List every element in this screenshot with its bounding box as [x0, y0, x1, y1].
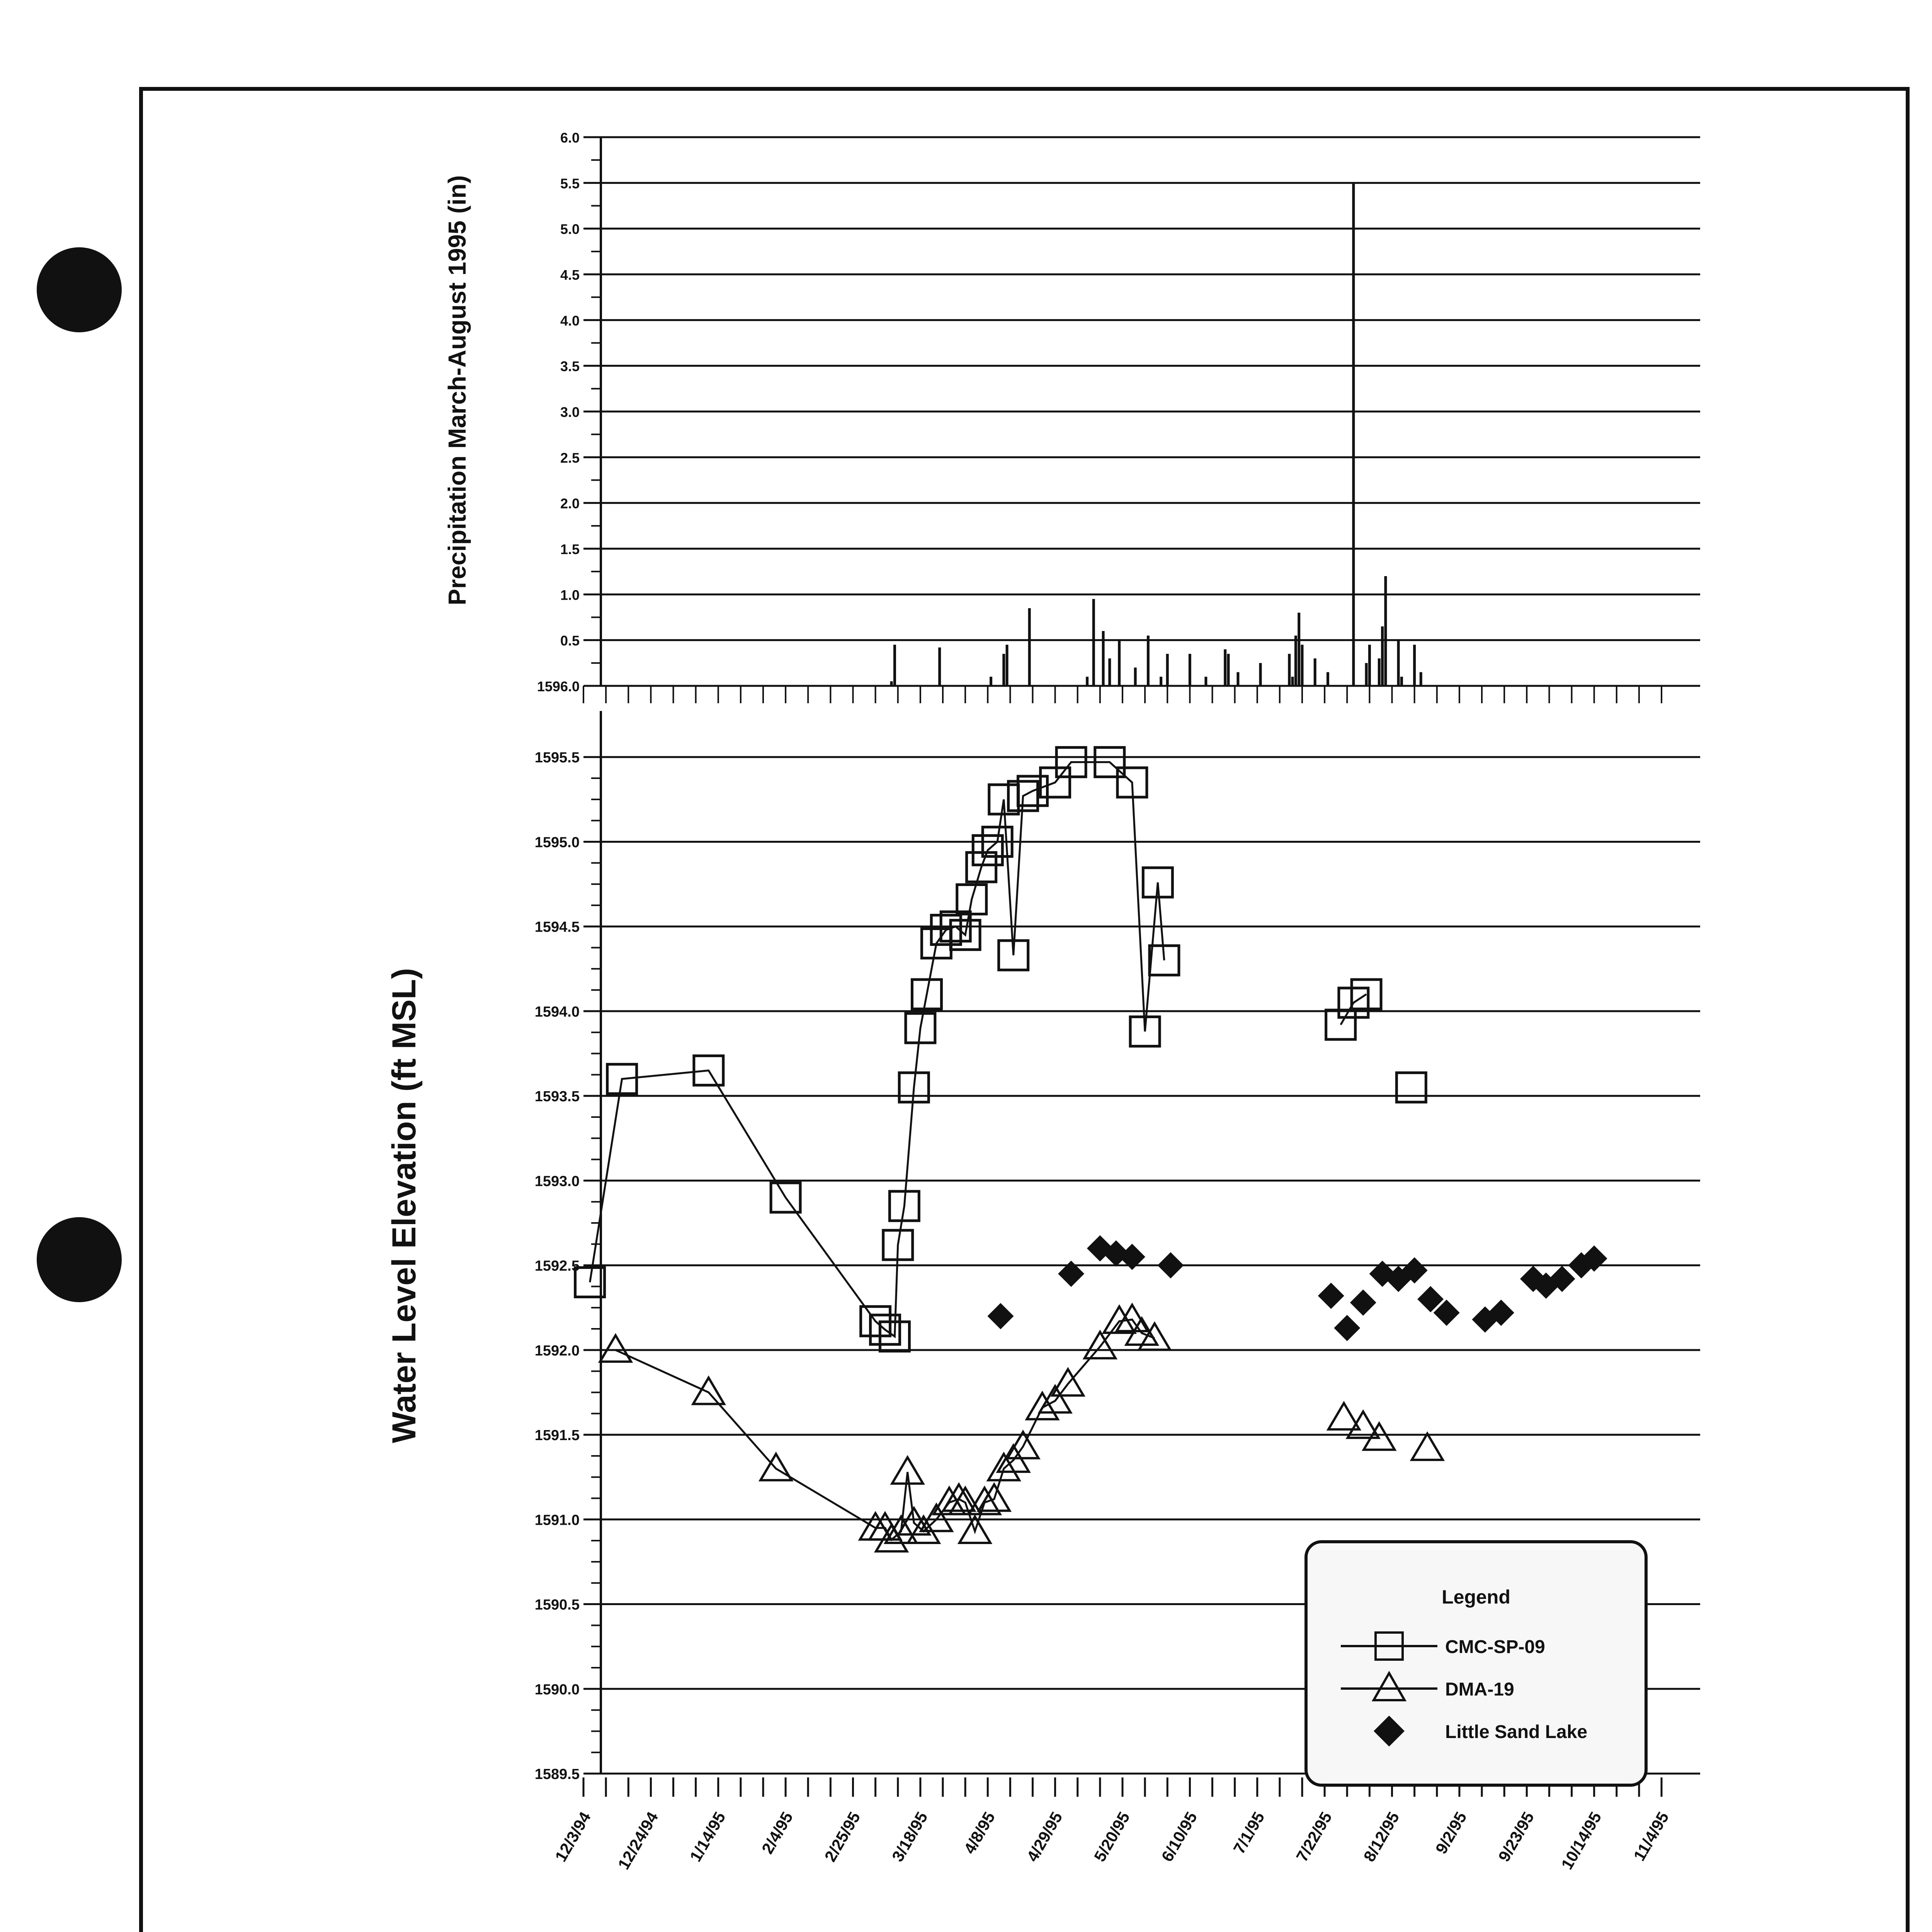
- cmc-sp-09-line: [590, 762, 1164, 1336]
- precip-y-tick-label: 5.5: [560, 175, 580, 192]
- precip-y-tick-label: 4.0: [560, 313, 580, 329]
- water-y-tick-label: 1592.0: [534, 1342, 580, 1359]
- water-y-tick-label: 1589.5: [534, 1766, 580, 1782]
- precipitation-panel: [537, 130, 1700, 703]
- legend-title: Legend: [1442, 1586, 1510, 1608]
- x-tick-label: 8/12/95: [1360, 1809, 1403, 1865]
- x-tick-label: 6/10/95: [1158, 1809, 1201, 1865]
- x-tick-label: 11/4/95: [1630, 1809, 1672, 1864]
- x-tick-label: 9/23/95: [1495, 1809, 1538, 1865]
- precip-y-tick-label: 3.5: [560, 358, 580, 374]
- water-y-tick-label: 1590.5: [534, 1597, 580, 1613]
- water-y-tick-label: 1593.5: [534, 1088, 580, 1105]
- precip-y-tick-label: 2.0: [560, 495, 580, 512]
- precip-y-tick-label: 1.0: [560, 587, 580, 603]
- x-tick-label: 7/22/95: [1293, 1809, 1335, 1865]
- x-tick-label: 4/29/95: [1023, 1809, 1066, 1865]
- cmc-sp-09-point: [1396, 1073, 1426, 1102]
- legend: [1306, 1542, 1646, 1785]
- precip-y-tick-label: 1.5: [560, 541, 580, 557]
- precip-y-tick-label: 5.0: [560, 221, 580, 237]
- precip-y-tick-label: 2.5: [560, 450, 580, 466]
- water-y-tick-label: 1594.5: [534, 919, 580, 935]
- x-tick-label: 12/24/94: [614, 1809, 662, 1873]
- dma-19-line: [616, 1320, 1155, 1540]
- x-tick-label: 3/18/95: [888, 1809, 931, 1865]
- precip-y-tick-label: 1596.0: [537, 679, 580, 694]
- water-y-tick-label: 1593.0: [534, 1173, 580, 1190]
- precip-y-tick-label: 0.5: [560, 633, 580, 649]
- dma-19-point: [600, 1335, 631, 1362]
- legend-label-lake: Little Sand Lake: [1445, 1722, 1588, 1742]
- precip-y-tick-label: 4.5: [560, 267, 580, 283]
- dma-19-point: [693, 1378, 724, 1404]
- water-y-axis-title: Water Level Elevation (ft MSL): [386, 968, 423, 1443]
- little-sand-lake-point: [1318, 1283, 1344, 1309]
- x-tick-label: 5/20/95: [1090, 1809, 1133, 1865]
- little-sand-lake-point: [1158, 1252, 1184, 1279]
- water-y-tick-label: 1594.0: [534, 1003, 580, 1020]
- legend-label-dma: DMA-19: [1445, 1679, 1514, 1700]
- x-tick-label: 1/14/95: [686, 1809, 729, 1865]
- x-tick-label: 9/2/95: [1432, 1809, 1470, 1857]
- precip-y-tick-label: 6.0: [560, 130, 580, 146]
- little-sand-lake-point: [987, 1303, 1014, 1329]
- x-tick-label: 12/3/94: [551, 1809, 594, 1865]
- precip-y-tick-label: 3.0: [560, 404, 580, 420]
- water-y-tick-label: 1595.5: [534, 750, 580, 766]
- x-tick-label: 2/25/95: [821, 1809, 864, 1865]
- x-tick-label: 10/14/95: [1557, 1809, 1605, 1873]
- x-tick-label: 2/4/95: [758, 1809, 796, 1857]
- dma-19-point: [760, 1454, 791, 1480]
- water-y-tick-label: 1592.5: [534, 1258, 580, 1274]
- x-tick-label: 4/8/95: [960, 1809, 999, 1857]
- water-y-tick-label: 1590.0: [534, 1681, 580, 1698]
- water-y-tick-label: 1591.0: [534, 1512, 580, 1529]
- water-y-tick-label: 1591.5: [534, 1427, 580, 1444]
- precip-y-axis-title: Precipitation March-August 1995 (in): [443, 175, 471, 605]
- x-tick-label: 7/1/95: [1230, 1809, 1268, 1857]
- dma-19-point: [1412, 1434, 1443, 1460]
- legend-label-cmc: CMC-SP-09: [1445, 1637, 1545, 1657]
- legend-box: [1306, 1542, 1646, 1785]
- water-y-tick-label: 1595.0: [534, 834, 580, 851]
- little-sand-lake-point: [1334, 1315, 1360, 1341]
- little-sand-lake-point: [1350, 1289, 1376, 1316]
